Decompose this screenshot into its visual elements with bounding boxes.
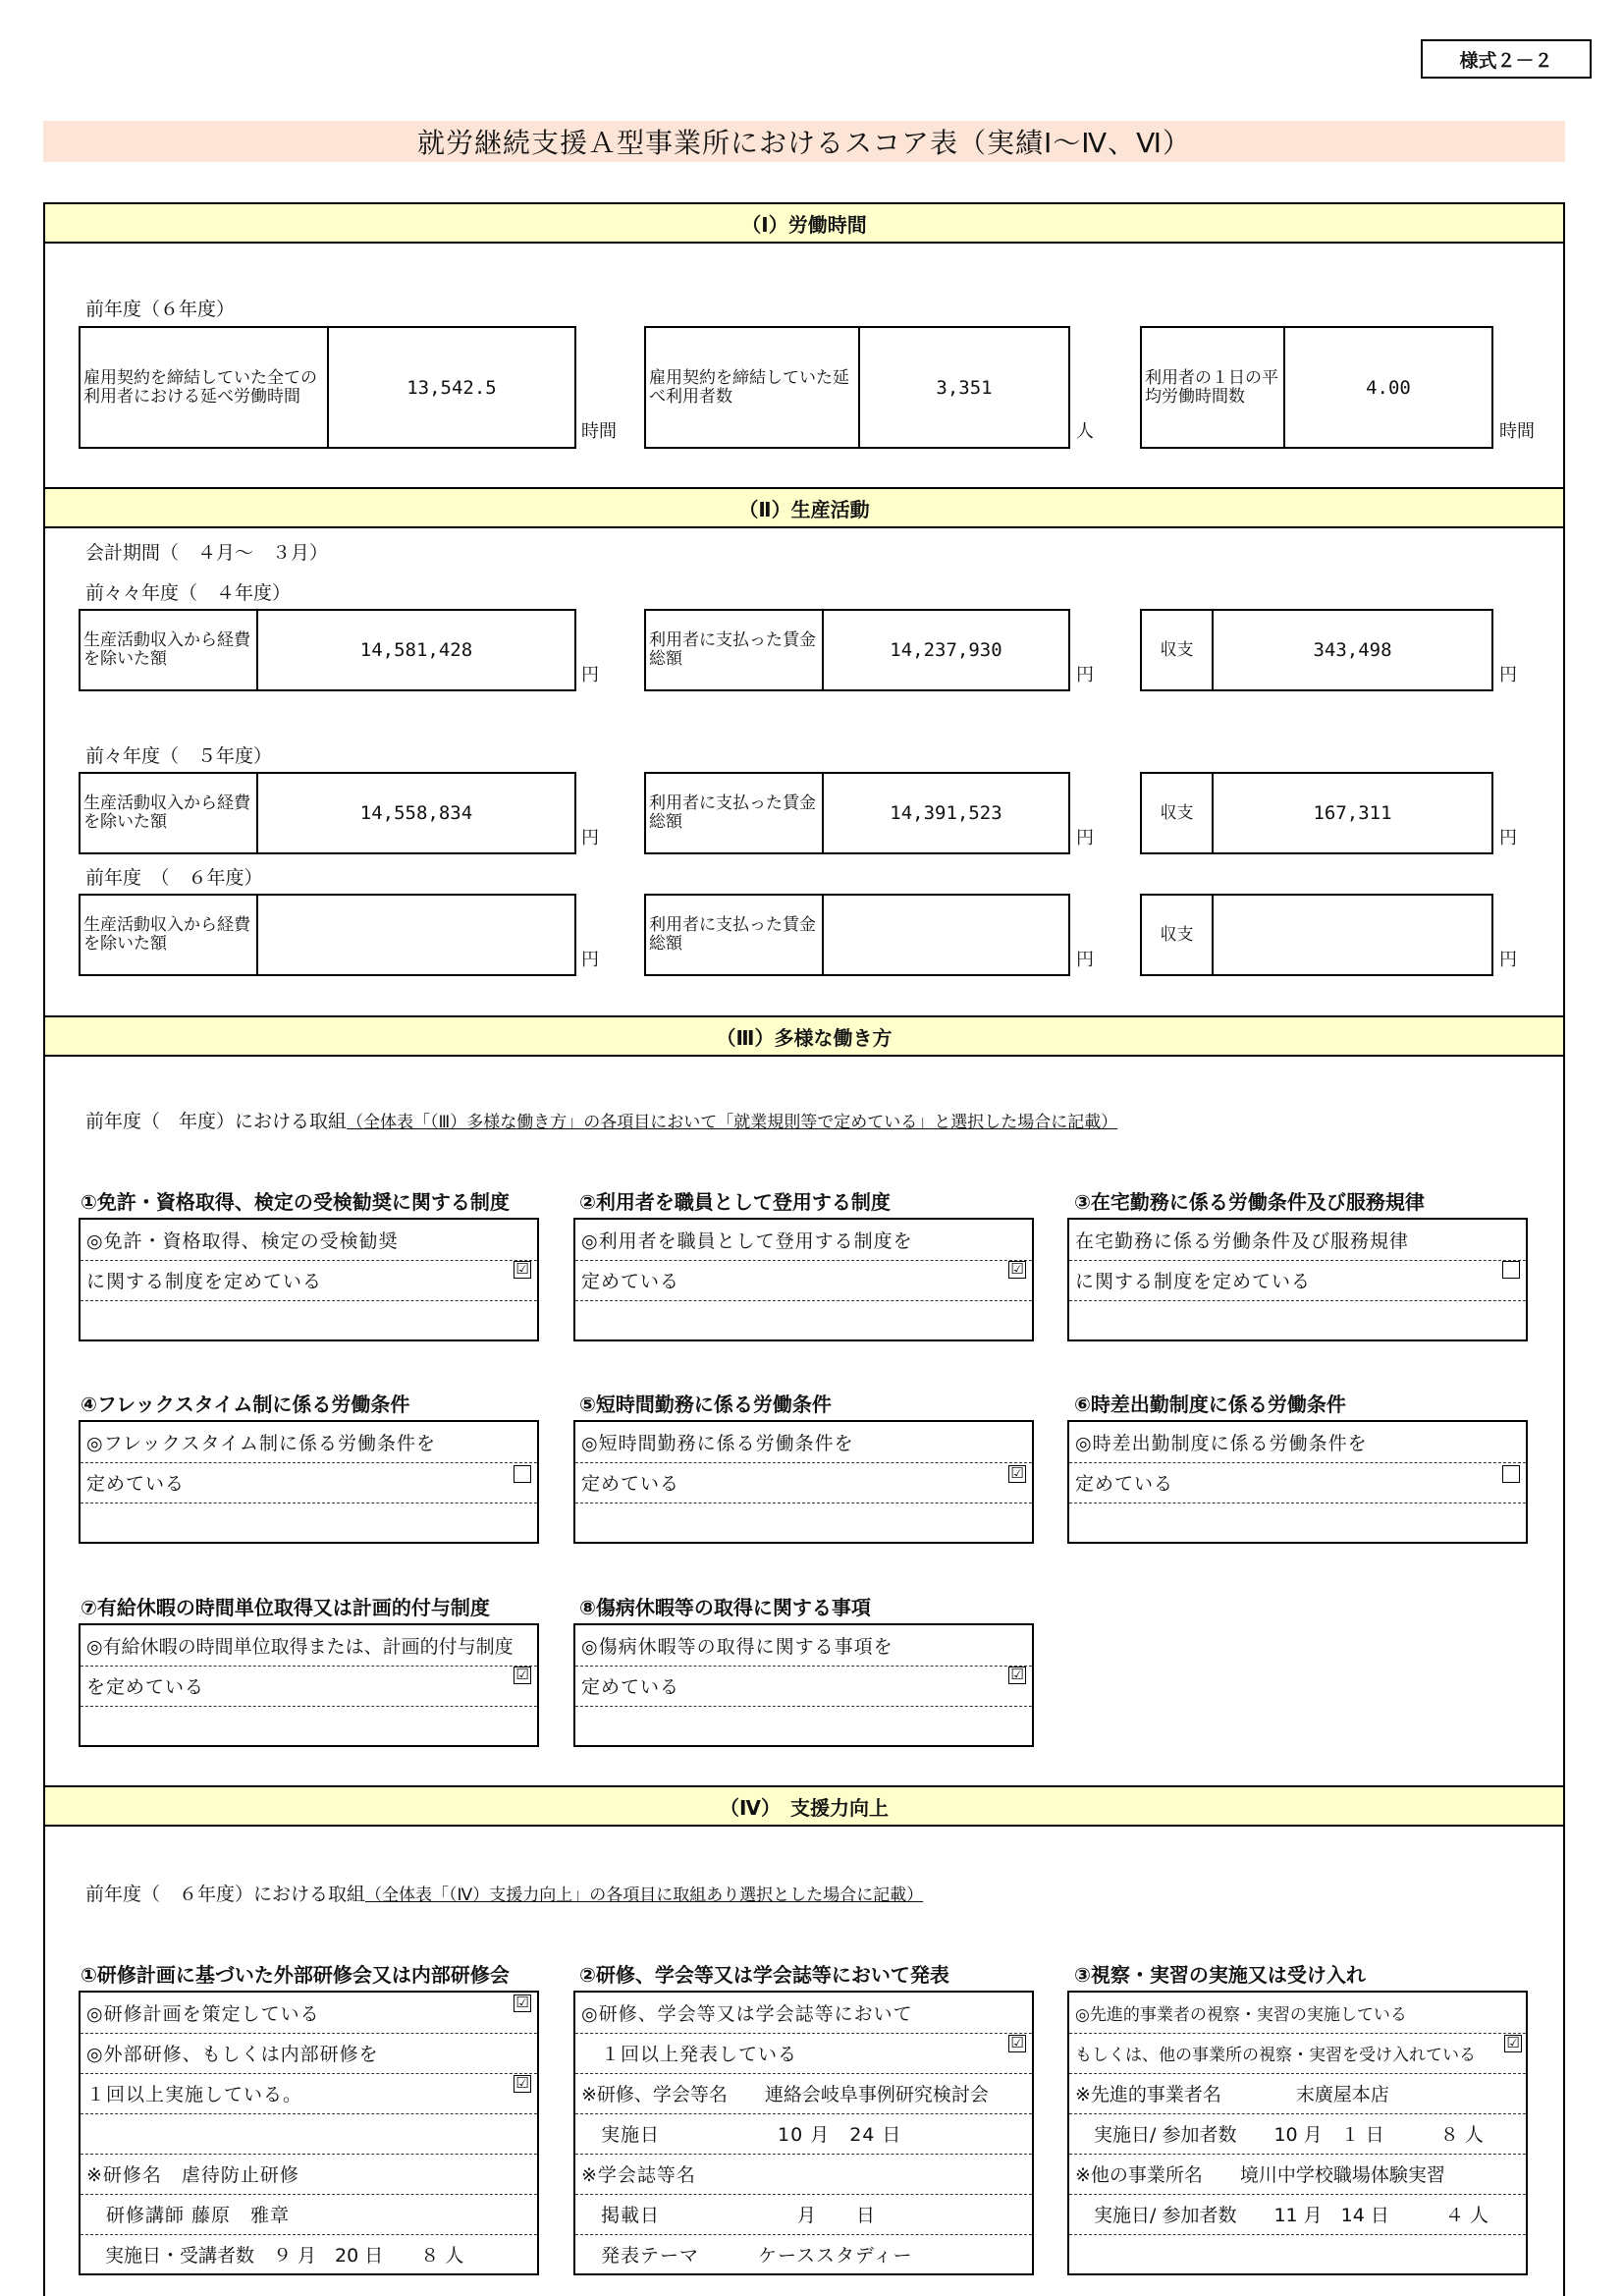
checkbox[interactable]: ☑	[514, 1995, 531, 2012]
s2-unit: 円	[1499, 665, 1517, 685]
s4-item-row: 研修講師 藤原 雅章	[81, 2194, 537, 2235]
checkbox[interactable]: ☑	[1008, 1261, 1026, 1279]
s3-item-box	[573, 1218, 1034, 1341]
s2-wage-box	[644, 772, 1070, 854]
s3-item-title: ②利用者を職員として登用する制度	[579, 1190, 891, 1214]
s4-item-row: ◎研修、学会等又は学会誌等において	[575, 1993, 1032, 2034]
s3-intro	[85, 1107, 1117, 1133]
s1-total-hours-label: 雇用契約を締結していた全ての利用者における延べ労働時間	[81, 328, 329, 447]
s2-balance-value[interactable]	[1214, 896, 1491, 974]
s2-balance-label: 収支	[1142, 896, 1214, 974]
s3-item-line2: に関する制度を定めている	[1069, 1260, 1526, 1301]
s4-item-row: １回以上実施している。	[81, 2073, 537, 2114]
s4-item-row: ※他の事業所名 境川中学校職場体験実習	[1069, 2154, 1526, 2195]
s4-item-row: ※研修名 虐待防止研修	[81, 2154, 537, 2195]
s2-unit: 円	[1499, 950, 1517, 970]
s3-item-line2: 定めている	[81, 1462, 537, 1503]
s2-unit: 円	[581, 665, 599, 685]
s1-unit-1: 時間	[581, 421, 617, 442]
s4-item-row: １回以上発表している	[575, 2033, 1032, 2074]
s4-item-row: 実施日/ 参加者数 11 月 14 日 ４ 人	[1069, 2194, 1526, 2235]
s2-unit: 円	[581, 950, 599, 970]
s2-wage-label: 利用者に支払った賃金総額	[646, 611, 824, 689]
s3-item-line2: 定めている	[575, 1666, 1032, 1707]
form-number: 様式２－２	[1421, 39, 1592, 79]
s1-unit-3: 時間	[1499, 421, 1535, 442]
s3-item-line1: ◎フレックスタイム制に係る労働条件を	[81, 1422, 537, 1463]
s2-income-box	[79, 894, 576, 976]
s4-item-row: 実施日 10 月 24 日	[575, 2113, 1032, 2155]
s3-item-line1: ◎利用者を職員として登用する制度を	[575, 1220, 1032, 1261]
s3-item-blank	[81, 1503, 537, 1543]
s4-item-row: ※先進的事業者名 末廣屋本店	[1069, 2073, 1526, 2114]
s2-balance-value: 343,498	[1313, 639, 1392, 661]
s3-item-blank	[1069, 1503, 1526, 1543]
section-1-heading: （Ⅰ）労働時間	[45, 204, 1563, 242]
s3-item-line1: ◎免許・資格取得、検定の受検勧奨	[81, 1220, 537, 1261]
s3-item-blank	[81, 1300, 537, 1340]
s3-item-title: ⑥時差出勤制度に係る労働条件	[1074, 1393, 1346, 1416]
s2-unit: 円	[1076, 828, 1094, 848]
s1-average-value: 4.00	[1366, 376, 1411, 399]
s2-balance-box	[1140, 772, 1493, 854]
s4-item-title: ②研修、学会等又は学会誌等において発表	[579, 1963, 949, 1987]
checkbox[interactable]: ☑	[514, 1667, 531, 1684]
s3-note: （全体表「（Ⅲ）多様な働き方」の各項目において「就業規則等で定めている」と選択した場合に記載）	[347, 1113, 1118, 1132]
s4-item2-box	[573, 1991, 1034, 2275]
s3-item-blank	[575, 1503, 1032, 1543]
s3-item-title: ③在宅勤務に係る労働条件及び服務規律	[1074, 1190, 1425, 1214]
checkbox[interactable]: ☑	[1008, 1667, 1026, 1684]
s3-item-line1: ◎時差出勤制度に係る労働条件を	[1069, 1422, 1526, 1463]
s2-balance-value: 167,311	[1313, 802, 1392, 824]
s3-item-box	[79, 1623, 539, 1747]
s2-wage-value: 14,391,523	[890, 802, 1002, 824]
s1-users-label: 雇用契約を締結していた延べ利用者数	[646, 328, 860, 447]
checkbox[interactable]: ☑	[1504, 2035, 1522, 2052]
s1-average-box	[1140, 326, 1493, 449]
s2-income-value: 14,558,834	[359, 802, 473, 824]
s3-item-blank	[575, 1706, 1032, 1746]
s4-intro-text: 前年度（ ６年度）における取組	[85, 1884, 366, 1905]
s1-unit-2: 人	[1076, 421, 1094, 442]
s1-total-hours-value: 13,542.5	[406, 376, 497, 399]
s2-wage-label: 利用者に支払った賃金総額	[646, 896, 824, 974]
s4-item-row	[81, 2113, 537, 2155]
s1-total-hours-box	[79, 326, 576, 449]
s2-wage-value[interactable]	[824, 896, 1068, 974]
s2-period: 会計期間（ ４月～ ３月）	[85, 542, 329, 564]
divider	[45, 1825, 1563, 1827]
s4-item-row: ◎先進的事業者の視察・実習の実施している	[1069, 1993, 1526, 2034]
s4-note: （全体表「（Ⅳ）支援力向上」の各項目に取組あり選択とした場合に記載）	[365, 1886, 924, 1905]
s2-year-label: 前々々年度（ ４年度）	[85, 582, 292, 604]
checkbox[interactable]	[1502, 1261, 1520, 1279]
s3-item-box	[79, 1218, 539, 1341]
s2-balance-box	[1140, 609, 1493, 691]
s3-item-line2: を定めている	[81, 1666, 537, 1707]
s4-item-title: ③視察・実習の実施又は受け入れ	[1074, 1963, 1366, 1987]
s3-intro-text: 前年度（ 年度）における取組	[85, 1111, 348, 1132]
s4-item-row: 実施日・受講者数 ９ 月 20 日 ８ 人	[86, 2245, 464, 2267]
checkbox[interactable]: ☑	[514, 1261, 531, 1279]
s1-average-label: 利用者の１日の平均労働時間数	[1142, 328, 1285, 447]
s3-item-line2: 定めている	[1069, 1462, 1526, 1503]
s4-item-row	[1069, 2234, 1526, 2274]
s1-users-value: 3,351	[936, 376, 993, 399]
s4-item1-box	[79, 1991, 539, 2275]
s2-income-box	[79, 609, 576, 691]
s2-unit: 円	[581, 828, 599, 848]
s3-item-blank	[1069, 1300, 1526, 1340]
s2-unit: 円	[1499, 828, 1517, 848]
s3-item-blank	[575, 1300, 1032, 1340]
section-2-heading: （Ⅱ）生産活動	[45, 489, 1563, 526]
s3-item-box	[79, 1420, 539, 1544]
s2-balance-label: 収支	[1142, 774, 1214, 852]
s3-item-line2: 定めている	[575, 1462, 1032, 1503]
checkbox[interactable]: ☑	[1008, 1465, 1026, 1483]
s3-item-title: ④フレックスタイム制に係る労働条件	[81, 1393, 410, 1416]
s2-balance-box	[1140, 894, 1493, 976]
s4-item-row: ※学会誌等名	[575, 2154, 1032, 2195]
s1-year: 前年度（６年度）	[85, 299, 236, 320]
s3-item-box	[573, 1420, 1034, 1544]
s2-income-value: 14,581,428	[359, 639, 473, 661]
s4-item-row: もしくは、他の事業所の視察・実習を受け入れている	[1069, 2033, 1526, 2074]
s4-item-title: ①研修計画に基づいた外部研修会又は内部研修会	[81, 1963, 510, 1987]
s4-intro	[85, 1880, 923, 1906]
s2-income-value[interactable]	[258, 896, 574, 974]
s3-item-line1: 在宅勤務に係る労働条件及び服務規律	[1069, 1220, 1526, 1261]
s2-year-label: 前年度 （ ６年度）	[85, 867, 263, 889]
s3-item-box	[573, 1623, 1034, 1747]
s2-unit: 円	[1076, 665, 1094, 685]
s1-users-box	[644, 326, 1070, 449]
s2-wage-box	[644, 894, 1070, 976]
checkbox[interactable]: ☑	[514, 2075, 531, 2093]
s3-item-blank	[81, 1706, 537, 1746]
s2-wage-label: 利用者に支払った賃金総額	[646, 774, 824, 852]
s2-wage-value: 14,237,930	[890, 639, 1002, 661]
s2-income-label: 生産活動収入から経費を除いた額	[81, 774, 258, 852]
checkbox[interactable]	[514, 1465, 531, 1483]
s2-unit: 円	[1076, 950, 1094, 970]
divider	[45, 242, 1563, 244]
s3-item-box	[1067, 1420, 1528, 1544]
section-3-heading: （Ⅲ）多様な働き方	[45, 1017, 1563, 1055]
s4-item-row: 実施日/ 参加者数 10 月 １ 日 ８ 人	[1069, 2113, 1526, 2155]
s3-item-line2: 定めている	[575, 1260, 1032, 1301]
s4-item-row: ◎研修計画を策定している	[81, 1993, 537, 2034]
s4-item-row: 発表テーマ ケーススタディー	[581, 2245, 913, 2267]
s3-item-line1: ◎有給休暇の時間単位取得または、計画的付与制度	[81, 1625, 537, 1667]
s4-item3-box	[1067, 1991, 1528, 2275]
s3-item-box	[1067, 1218, 1528, 1341]
s4-item-row: ※研修、学会等名 連絡会岐阜事例研究検討会	[575, 2073, 1032, 2114]
s2-income-label: 生産活動収入から経費を除いた額	[81, 896, 258, 974]
s3-item-title: ⑤短時間勤務に係る労働条件	[579, 1393, 832, 1416]
page-title: 就労継続支援Ａ型事業所におけるスコア表（実績Ⅰ～Ⅳ、Ⅵ）	[43, 121, 1565, 162]
s3-item-line1: ◎短時間勤務に係る労働条件を	[575, 1422, 1032, 1463]
s3-item-line1: ◎傷病休暇等の取得に関する事項を	[575, 1625, 1032, 1667]
s2-wage-box	[644, 609, 1070, 691]
divider	[45, 526, 1563, 528]
s3-item-line2: に関する制度を定めている	[81, 1260, 537, 1301]
section-4-heading: （Ⅳ） 支援力向上	[45, 1787, 1563, 1825]
s3-item-title: ①免許・資格取得、検定の受検勧奨に関する制度	[81, 1190, 510, 1214]
s2-balance-label: 収支	[1142, 611, 1214, 689]
s3-item-title: ⑦有給休暇の時間単位取得又は計画的付与制度	[81, 1596, 490, 1619]
s4-item-row: ◎外部研修、もしくは内部研修を	[81, 2033, 537, 2074]
s2-income-label: 生産活動収入から経費を除いた額	[81, 611, 258, 689]
s2-year-label: 前々年度（ ５年度）	[85, 745, 273, 767]
checkbox[interactable]: ☑	[1008, 2035, 1026, 2052]
s4-item-row: 掲載日 月 日	[575, 2194, 1032, 2235]
divider	[45, 1055, 1563, 1057]
checkbox[interactable]	[1502, 1465, 1520, 1483]
s3-item-title: ⑧傷病休暇等の取得に関する事項	[579, 1596, 871, 1619]
s2-income-box	[79, 772, 576, 854]
